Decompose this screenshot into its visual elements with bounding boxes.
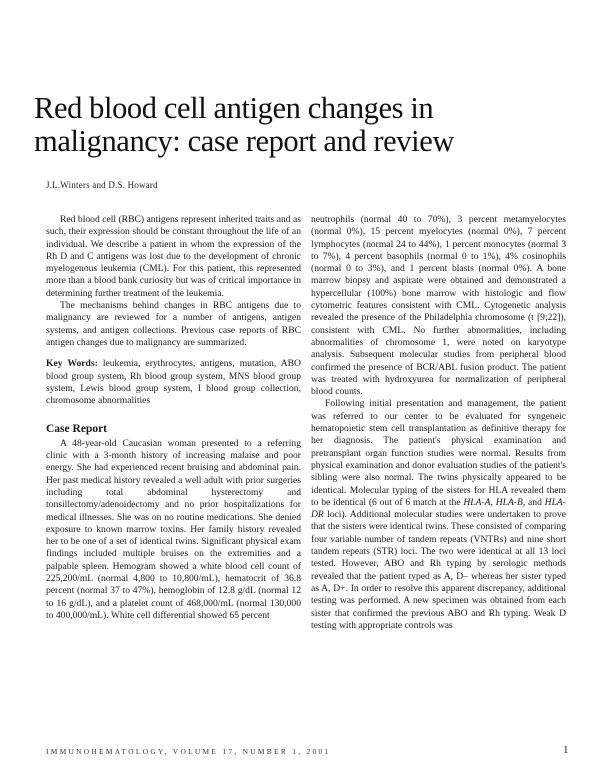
case-report-paragraph-1: A 48-year-old Caucasian woman presented to a referring clinic with a 3-month history of increasing malaise and poor energy. She had experienced recent bruising and abdominal pain. Her past medical history revealed a well adult with prior surgeries including total abdominal hysterectomy and tonsillectomy/adenoidectomy and no prior hospitalizations for medical illnesses. She was on no routine medications. She denied exposure to known marrow toxins. Her family history revealed her to be one of a set of identical twins. Significant physical exam findings included multiple bruises on the extremities and a palpable spleen. Hemogram showed a white blood cell count of 225,200/mL (normal 4,800 to 10,800/mL), hematocrit of 36.8 percent (normal 37 to 47%), hemoglobin of 12.8 g/dL (normal 12 to 16 g/dL), and a platelet count of 468,000/mL (normal 130,000 to 400,000/mL). White cell differential showed 65 percent bbox=[46, 437, 301, 621]
title-line-2: malignancy: case report and review bbox=[34, 124, 454, 158]
keywords-text: leukemia, erythrocytes, antigens, mutation, ABO blood group system, Rh blood group system, MNS blood group system, Lewis blood group system, I blood group collection, chromosome abnormalities bbox=[46, 358, 301, 407]
abstract-paragraph-1: Red blood cell (RBC) antigens represent inherited traits and as such, their expression should be constant throughout the life of an individual. We describe a patient in whom the expression of the Rh D and C antigens was lost due to the development of chronic myelogenous leukemia (CML). For this patient, this represented more than a blood bank curiosity but was of critical importance in determining further treatment of the leukemia. bbox=[46, 214, 301, 299]
case-report-paragraph-1-continued: neutrophils (normal 40 to 70%), 3 percent metamyelocytes (normal 0%), 15 percent myelocytes (normal 0%), 7 percent lymphocytes (normal 24 to 44%), 1 percent monocytes (normal 3 to 7%), 4 percent basophils (normal 0 to 1%), 4% cosinophils (normal 0 to 3%), and 1 percent blasts (normal 0%). A bone marrow biopsy and aspirate were obtained and demonstrated a hypercellular (100%) bone marrow with histologic and flow cytometric features consistent with CML. Cytogenetic analysis revealed the presence of the Philadelphia chromosome (t [9;22]), consistent with CML. No further abnormalities, including abnormalities of chromosome 1, were noted on karyotype analysis. Subsequent molecular studies from peripheral blood confirmed the presence of BCR/ABL fusion product. The patient was treated with hydroxyurea for normalization of peripheral blood counts. bbox=[311, 214, 566, 398]
journal-footer: IMMUNOHEMATOLOGY, VOLUME 17, NUMBER 1, 2001 bbox=[46, 747, 331, 756]
article-title bbox=[34, 92, 574, 158]
keywords-label: Key Words: bbox=[46, 358, 98, 370]
left-column bbox=[46, 214, 301, 622]
hla-b-locus: HLA-B bbox=[495, 496, 523, 508]
keywords bbox=[46, 358, 301, 407]
separator-2: , and bbox=[522, 496, 545, 508]
separator-1: , bbox=[490, 496, 496, 508]
hla-a-locus: HLA-A bbox=[463, 496, 491, 508]
authors: J.L.Winters and D.S. Howard bbox=[46, 180, 158, 190]
hla-dr-locus: HLA-DR bbox=[311, 496, 566, 521]
right-column bbox=[311, 214, 566, 632]
case-report-paragraph-2-part-a: Following initial presentation and management, the patient was referred to our center to be evaluated for syngeneic hematopoietic stem cell transplantation as definitive therapy for her diagnosis. The patient's physical examination and pretransplant organ function studies were normal. Results from physical examination and donor evaluation studies of the patient's sibling were also normal. The twins physically appeared to be identical. Molecular typing of the sisters for HLA revealed them to be identical (6 out of 6 match at the bbox=[311, 398, 566, 508]
case-report-heading: Case Report bbox=[46, 423, 107, 436]
case-report-paragraph-2-part-b: loci). Additional molecular studies were undertaken to prove that the sisters were identical twins. These consisted of comparing four variable number of tandem repeats (VNTRs) and nine short tandem repeats (STR) loci. The two were identical at all 13 loci tested. However, ABO and Rh typing by serologic methods revealed that the patient typed as A, D– whereas her sister typed as A, D+. In order to resolve this apparent discrepancy, additional testing was performed. A new specimen was obtained from each sister that confirmed the previous ABO and Rh typing. Weak D testing with appropriate controls was bbox=[311, 509, 566, 631]
abstract-paragraph-2: The mechanisms behind changes in RBC antigens due to malignancy are reviewed for a number of antigens, antigen systems, and antigen collections. Previous case reports of RBC antigen changes due to malignancy are summarized. bbox=[46, 300, 301, 348]
case-report-paragraph-2 bbox=[311, 398, 566, 632]
page-number: 1 bbox=[563, 744, 569, 756]
title-line-1: Red blood cell antigen changes in bbox=[34, 91, 434, 125]
